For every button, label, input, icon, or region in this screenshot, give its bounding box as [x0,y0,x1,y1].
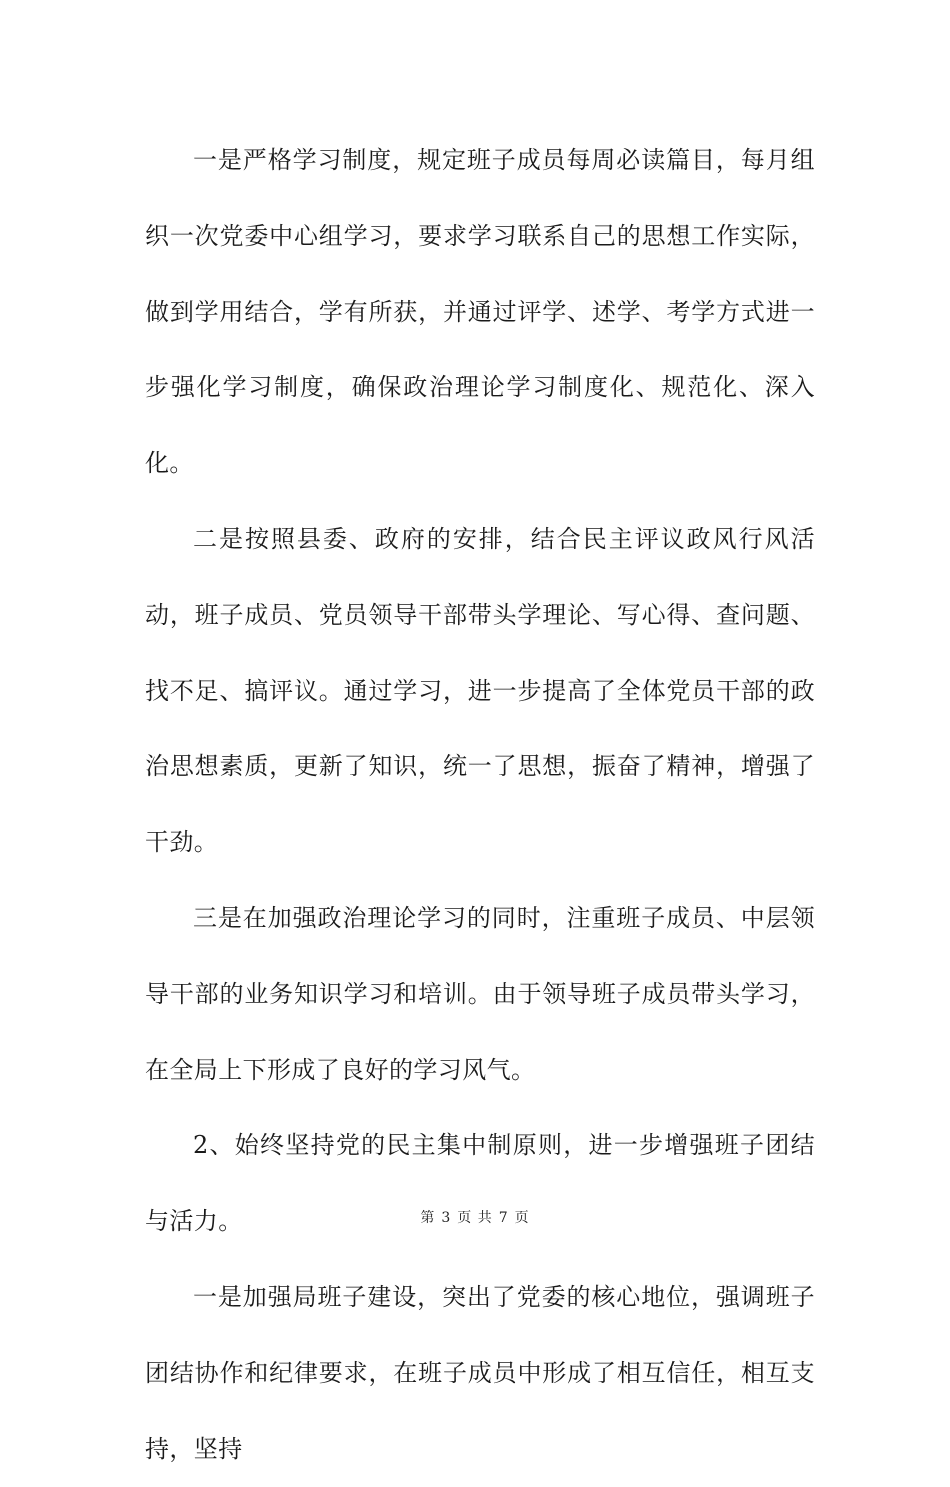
footer-suffix: 页 [514,1210,530,1226]
paragraph-business-training: 三是在加强政治理论学习的同时，注重班子成员、中层领导干部的业务知识学习和培训。由于领导班子成员带头学习，在全局上下形成了良好的学习风气。 [145,903,815,1084]
paragraph-section-heading: 2、始终坚持党的民主集中制原则，进一步增强班子团结与活力。 [145,1131,815,1236]
footer-prefix: 第 [420,1210,436,1226]
footer-current-page: 3 [441,1210,452,1226]
paragraph-county-arrangement: 二是按照县委、政府的安排，结合民主评议政风行风活动，班子成员、党员领导干部带头学理论、写心得、查问题、找不足、搞评议。通过学习，进一步提高了全体党员干部的政治思想素质，更新了知识，统一了思想，振奋了精神，增强了干劲。 [145,524,815,857]
footer-total-pages: 7 [498,1210,509,1226]
footer-middle: 页 共 [457,1210,493,1226]
paragraph-strict-study-system: 一是严格学习制度，规定班子成员每周必读篇目，每月组织一次党委中心组学习，要求学习联系自己的思想工作实际，做到学用结合，学有所获，并通过评学、述学、考学方式进一步强化学习制度，确保政治理论学习制度化、规范化、深入化。 [145,146,815,478]
document-body [145,123,815,1487]
page-footer [0,1207,950,1227]
paragraph-team-building: 一是加强局班子建设，突出了党委的核心地位，强调班子团结协作和纪律要求，在班子成员中形成了相互信任，相互支持，坚持 [145,1282,815,1463]
